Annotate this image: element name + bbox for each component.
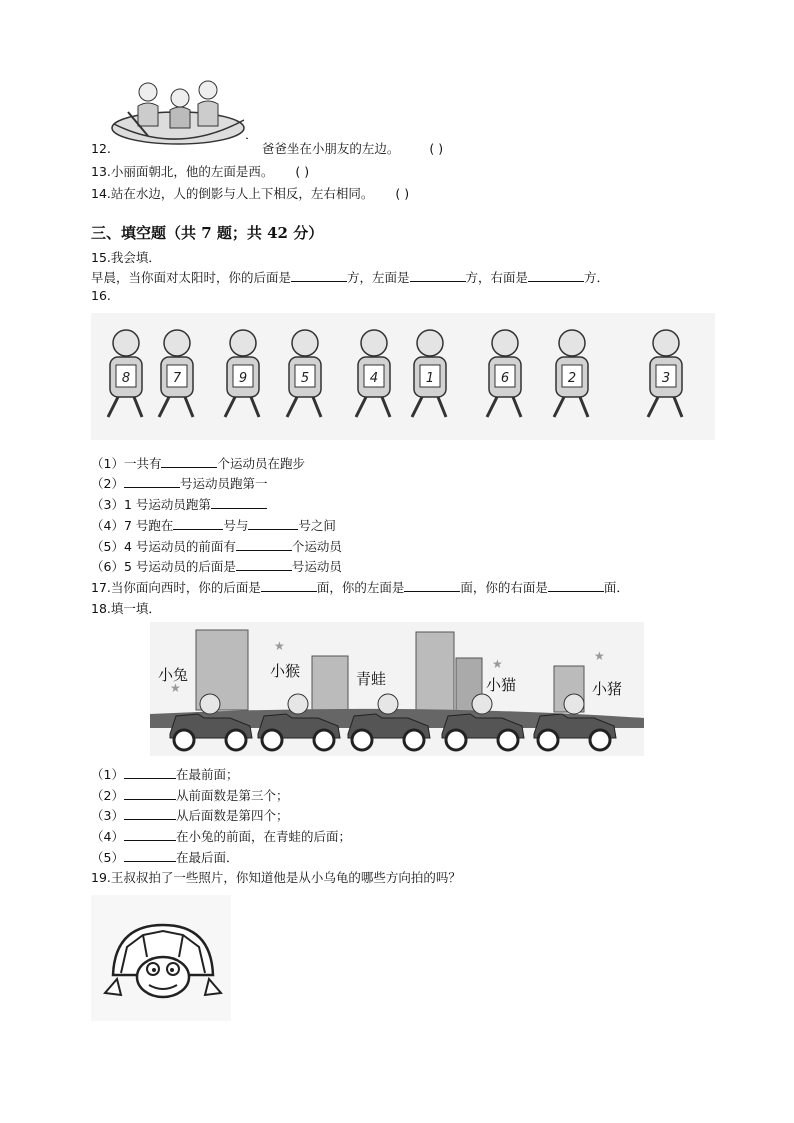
question-13-number: 13. [91,164,111,179]
animal-name-label: 小猪 [592,680,623,698]
question-14-answer-paren[interactable]: ( ) [395,186,410,201]
q18-item-1 [91,765,238,783]
q16-item-1 [91,454,305,472]
turtle-illustration [91,895,231,1021]
item-suffix: 个运动员在跑步 [217,456,305,471]
question-17 [91,578,629,596]
item-prefix: （2） [91,788,124,803]
question-14 [91,184,409,202]
answer-blank[interactable] [161,455,217,468]
answer-blank[interactable] [548,579,604,592]
question-12 [91,139,443,157]
answer-blank[interactable] [291,269,347,282]
question-15-part-2: 方，左面是 [347,270,410,285]
question-15-body [91,268,609,286]
answer-blank[interactable] [528,269,584,282]
question-17-part-1: 17.当你面向西时，你的后面是 [91,580,261,595]
answer-blank[interactable] [173,517,223,530]
item-suffix: 号运动员 [291,559,342,574]
item-prefix: （5）4 号运动员的前面有 [91,539,236,554]
question-19: 19.王叔叔拍了一些照片，你知道他是从小乌龟的哪些方向拍的吗？ [91,870,461,885]
runner-bib-number: 1 [425,371,435,386]
svg-text:★: ★ [594,649,605,663]
question-14-number: 14. [91,186,111,201]
item-suffix: 个运动员 [291,539,342,554]
item-prefix: （3）1 号运动员跑第 [91,497,211,512]
runner-bib-number: 8 [121,371,131,386]
section-3-heading: 三、填空题（共 7 题；共 42 分） [91,224,324,242]
q18-item-4 [91,827,351,845]
question-15-heading: 15.我会填． [91,250,161,265]
item-suffix: 在小兔的前面，在青蛙的后面； [175,829,351,844]
svg-text:★: ★ [274,639,285,653]
question-15-part-3: 方，右面是 [465,270,529,285]
answer-blank[interactable] [124,828,176,841]
answer-blank[interactable] [211,496,267,509]
item-suffix: 在最前面； [175,767,239,782]
animal-name-label: 小猴 [270,662,301,680]
item-prefix: （1）一共有 [91,456,162,471]
answer-blank[interactable] [124,807,176,820]
answer-blank[interactable] [261,579,317,592]
q16-item-3 [91,495,267,513]
svg-text:★: ★ [170,681,181,695]
question-18-heading: 18.填一填． [91,601,161,616]
answer-blank[interactable] [124,766,176,779]
runner-bib-number: 9 [238,371,248,386]
q18-item-2 [91,786,288,804]
q16-item-6 [91,557,342,575]
question-13 [91,162,309,180]
item-suffix: 在最后面． [175,850,239,865]
cars-parade-illustration [150,622,644,756]
question-13-text: 小丽面朝北，他的左面是西。 [110,164,274,179]
answer-blank[interactable] [404,579,460,592]
item-prefix: （6）5 号运动员的后面是 [91,559,236,574]
item-suffix: 从前面数是第三个； [175,788,289,803]
answer-blank[interactable] [410,269,466,282]
runner-bib-number: 4 [369,371,379,386]
question-17-part-3: 面，你的右面是 [460,580,548,595]
item-prefix: （5） [91,850,124,865]
animal-name-label: 青蛙 [356,670,387,688]
item-prefix: （4） [91,829,124,844]
q18-item-5 [91,848,238,866]
item-prefix: （4）7 号跑在 [91,518,174,533]
runner-bib-number: 7 [172,371,182,386]
item-suffix: 从后面数是第四个； [175,808,289,823]
item-prefix: （2） [91,476,124,491]
item-prefix: （3） [91,808,124,823]
answer-blank[interactable] [124,787,176,800]
runner-bib-number: 6 [500,371,510,386]
question-17-part-2: 面，你的左面是 [316,580,405,595]
q18-item-3 [91,806,288,824]
item-suffix: 号运动员跑第一 [179,476,268,491]
answer-blank[interactable] [124,475,180,488]
runner-bib-number: 2 [567,371,577,386]
runner-bib-number: 3 [661,371,671,386]
question-13-answer-paren[interactable]: ( ) [295,164,310,179]
q16-item-2 [91,474,267,492]
q16-item-4 [91,516,336,534]
q16-item-5 [91,537,342,555]
item-middle: 号与 [223,518,249,533]
runners-illustration [91,313,715,440]
question-12-answer-paren[interactable]: ( ) [429,141,444,156]
answer-blank[interactable] [248,517,298,530]
item-prefix: （1） [91,767,124,782]
question-16-number: 16. [91,288,111,303]
item-suffix: 号之间 [298,518,336,533]
svg-text:★: ★ [492,657,503,671]
question-12-text: 爸爸坐在小朋友的左边。 [261,141,400,156]
runner-bib-number: 5 [300,371,310,386]
animal-name-label: 小猫 [486,676,517,694]
question-17-part-4: 面． [603,580,629,595]
answer-blank[interactable] [236,538,292,551]
answer-blank[interactable] [124,849,176,862]
answer-blank[interactable] [236,558,292,571]
animal-name-label: 小兔 [158,666,189,684]
question-15-part-1: 早晨，当你面对太阳时，你的后面是 [91,270,292,285]
question-12-number: 12. [91,141,111,156]
question-14-text: 站在水边，人的倒影与人上下相反，左右相同。 [110,186,374,201]
question-15-part-4: 方． [584,270,610,285]
